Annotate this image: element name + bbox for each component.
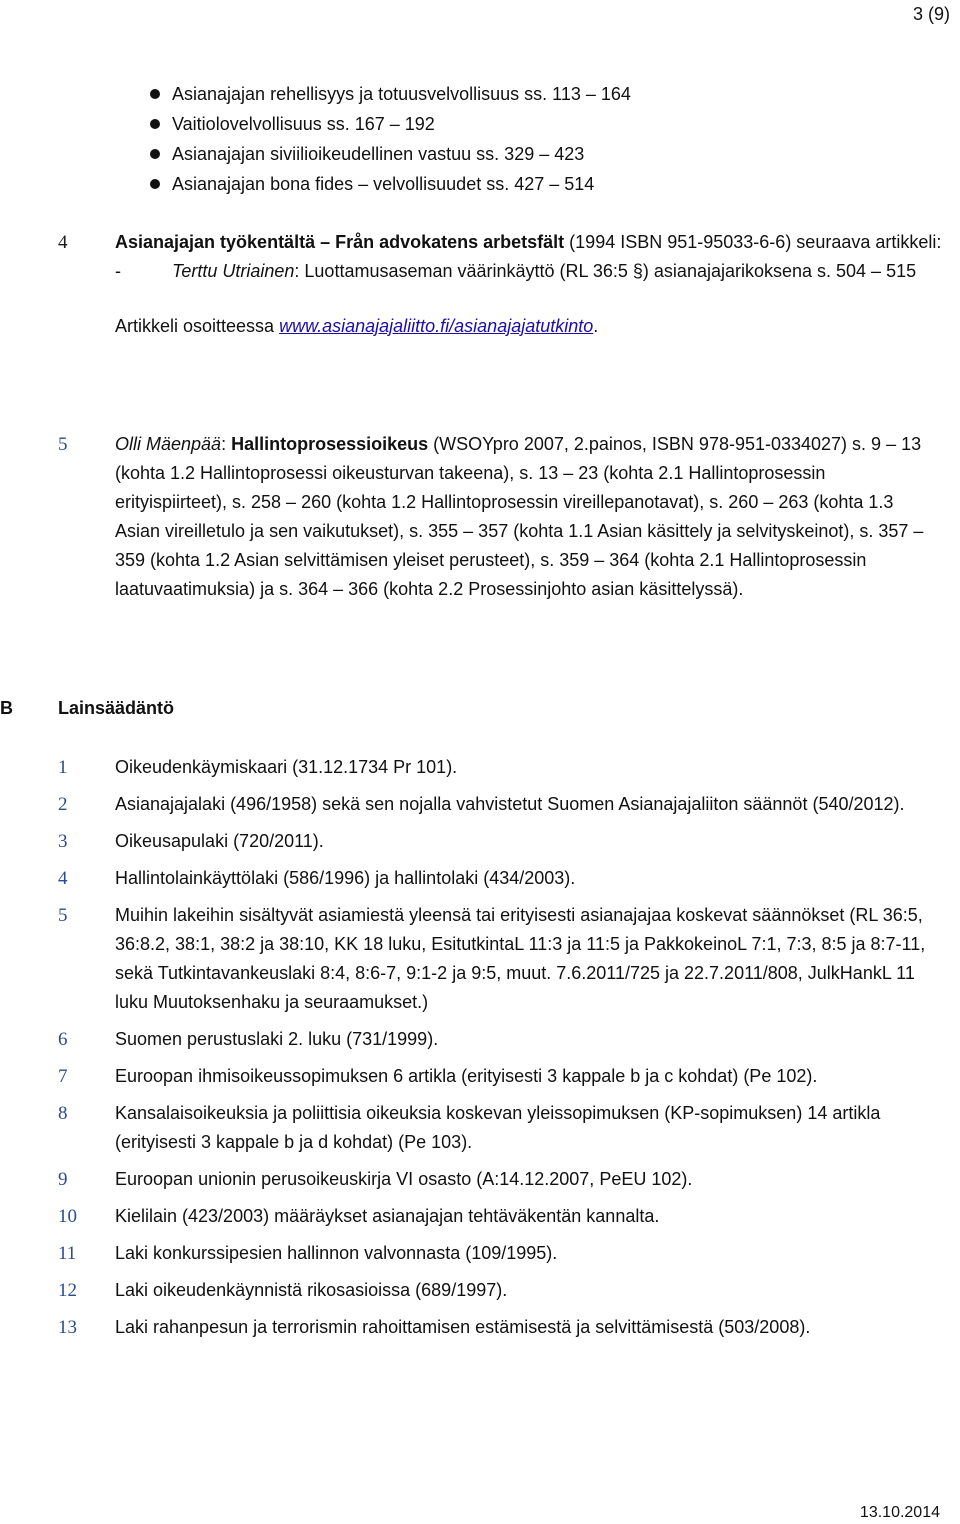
book-details: (WSOYpro 2007, 2.painos, ISBN 978-951-0334027) s. 9 – 13 (kohta 1.2 Hallintoprosessi oikeusturvan takeena), s. 13 – 23 (kohta 2.1 Hallintoprosessin erityispiirteet), s. 258 – 260 (kohta 1.2 Hallintoprosessin vireillepanotavat), s. 260 – 263 (kohta 1.3 Asian vireilletulo ja sen vaikutukset), s. 355 – 357 (kohta 1.1 Asian käsittely ja selvityskeinot), s. 357 – 359 (kohta 1.2 Asian selvittämisen yleiset perusteet), s. 359 – 364 (kohta 2.1 Hallintoprosessin laatuvaatimuksia) ja s. 364 – 366 (kohta 2.2 Prosessinjohto asian käsittelyssä). <box>115 434 924 599</box>
list-item: 10 Kielilain (423/2003) määräykset asianajajan tehtäväkentän kannalta. <box>58 1206 660 1227</box>
item-number: 4 <box>58 232 68 253</box>
bullet-icon <box>150 89 160 99</box>
section-title: Lainsäädäntö <box>58 698 175 718</box>
list-item: 2 Asianajajalaki (496/1958) sekä sen nojalla vahvistetut Suomen Asianajajaliiton säännöt (540/2012). <box>58 794 905 815</box>
list-item: 3 Oikeusapulaki (720/2011). <box>58 831 324 852</box>
section-heading <box>0 693 960 723</box>
list-item: 8 Kansalaisoikeuksia ja poliittisia oikeuksia koskevan yleissopimuksen (KP-sopimuksen) 14 artikla (erityisesti 3 kappale b ja d kohdat) (Pe 103). <box>58 1103 881 1152</box>
address-link[interactable]: www.asianajajaliitto.fi/asianajajatutkinto <box>279 316 594 336</box>
list-item: 7 Euroopan ihmisoikeussopimuksen 6 artikla (erityisesti 3 kappale b ja c kohdat) (Pe 102). <box>58 1066 818 1087</box>
bullet-list <box>150 79 631 199</box>
list-item: 4 Hallintolainkäyttölaki (586/1996) ja hallintolaki (434/2003). <box>58 868 576 889</box>
article-entry: - Terttu Utriainen: Luottamusaseman väärinkäyttö (RL 36:5 §) asianajajarikoksena s. 504 – 515 <box>115 261 917 281</box>
list-item: Vaitiolovelvollisuus ss. 167 – 192 <box>150 109 631 139</box>
list-item: 1 Oikeudenkäymiskaari (31.12.1734 Pr 101). <box>58 757 458 778</box>
article-author: Terttu Utriainen <box>172 261 295 281</box>
footer-date: 13.10.2014 <box>859 1504 940 1521</box>
law-list <box>58 753 948 1350</box>
list-item: 11 Laki konkurssipesien hallinnon valvonnasta (109/1995). <box>58 1243 558 1264</box>
item-4 <box>58 228 942 341</box>
bullet-icon <box>150 119 160 129</box>
list-item: 6 Suomen perustuslaki 2. luku (731/1999). <box>58 1029 439 1050</box>
book-title: Hallintoprosessioikeus <box>231 434 429 454</box>
book-author: Olli Mäenpää <box>115 434 222 454</box>
item-5: 5 Olli Mäenpää: Hallintoprosessioikeus (WSOYpro 2007, 2.painos, ISBN 978-951-0334027) s. 9 – 13 (kohta 1.2 Hallintoprosessi oikeusturvan takeena), s. 13 – 23 (kohta 2.1 Hallintoprosessin erityispiirteet), s. 258 – 260 (kohta 1.2 Hallintoprosessin vireillepanotavat), s. 260 – 263 (kohta 1.3 Asian vireilletulo ja sen vaikutukset), s. 355 – 357 (kohta 1.1 Asian käsittely ja selvityskeinot), s. 357 – 359 (kohta 1.2 Asian selvittämisen yleiset perusteet), s. 359 – 364 (kohta 2.1 Hallintoprosessin laatuvaatimuksia) ja s. 364 – 366 (kohta 2.2 Prosessinjohto asian käsittelyssä). <box>58 430 942 604</box>
list-item: 5 Muihin lakeihin sisältyvät asiamiestä yleensä tai erityisesti asianajajaa koskevat säännökset (RL 36:5, 36:8.2, 38:1, 38:2 ja 38:10, KK 18 luku, EsitutkintaL 11:3 ja 11:5 ja PakkokeinoL 7:1, 7:3, 8:5 ja 8:7-11, sekä Tutkintavankeuslaki 8:4, 8:6-7, 9:1-2 ja 9:5, muut. 7.6.2011/725 ja 22.7.2011/808, JulkHankL 11 luku Muutoksenhaku ja seuraamukset.) <box>58 905 926 1012</box>
bullet-icon <box>150 179 160 189</box>
list-item: Asianajajan rehellisyys ja totuusvelvollisuus ss. 113 – 164 <box>150 79 631 109</box>
section-letter: B <box>0 698 13 718</box>
item-number: 5 <box>58 434 68 455</box>
list-item: Asianajajan siviilioikeudellinen vastuu ss. 329 – 423 <box>150 139 631 169</box>
bullet-icon <box>150 149 160 159</box>
list-item: 12 Laki oikeudenkäynnistä rikosasioissa (689/1997). <box>58 1280 508 1301</box>
article-address: Artikkeli osoitteessa www.asianajajaliitto.fi/asianajajatutkinto. <box>115 316 599 336</box>
list-item: Asianajajan bona fides – velvollisuudet ss. 427 – 514 <box>150 169 631 199</box>
list-item: 13 Laki rahanpesun ja terrorismin rahoittamisen estämisestä ja selvittämisestä (503/2008). <box>58 1317 811 1338</box>
article-title: : Luottamusaseman väärinkäyttö (RL 36:5 §) asianajajarikoksena s. 504 – 515 <box>294 261 917 281</box>
page-number: 3 (9) <box>912 4 950 24</box>
book-details: (1994 ISBN 951-95033-6-6) seuraava artikkeli: <box>564 232 942 252</box>
book-title: Asianajajan työkentältä – Från advokatens arbetsfält <box>115 232 565 252</box>
list-item: 9 Euroopan unionin perusoikeuskirja VI osasto (A:14.12.2007, PeEU 102). <box>58 1169 693 1190</box>
